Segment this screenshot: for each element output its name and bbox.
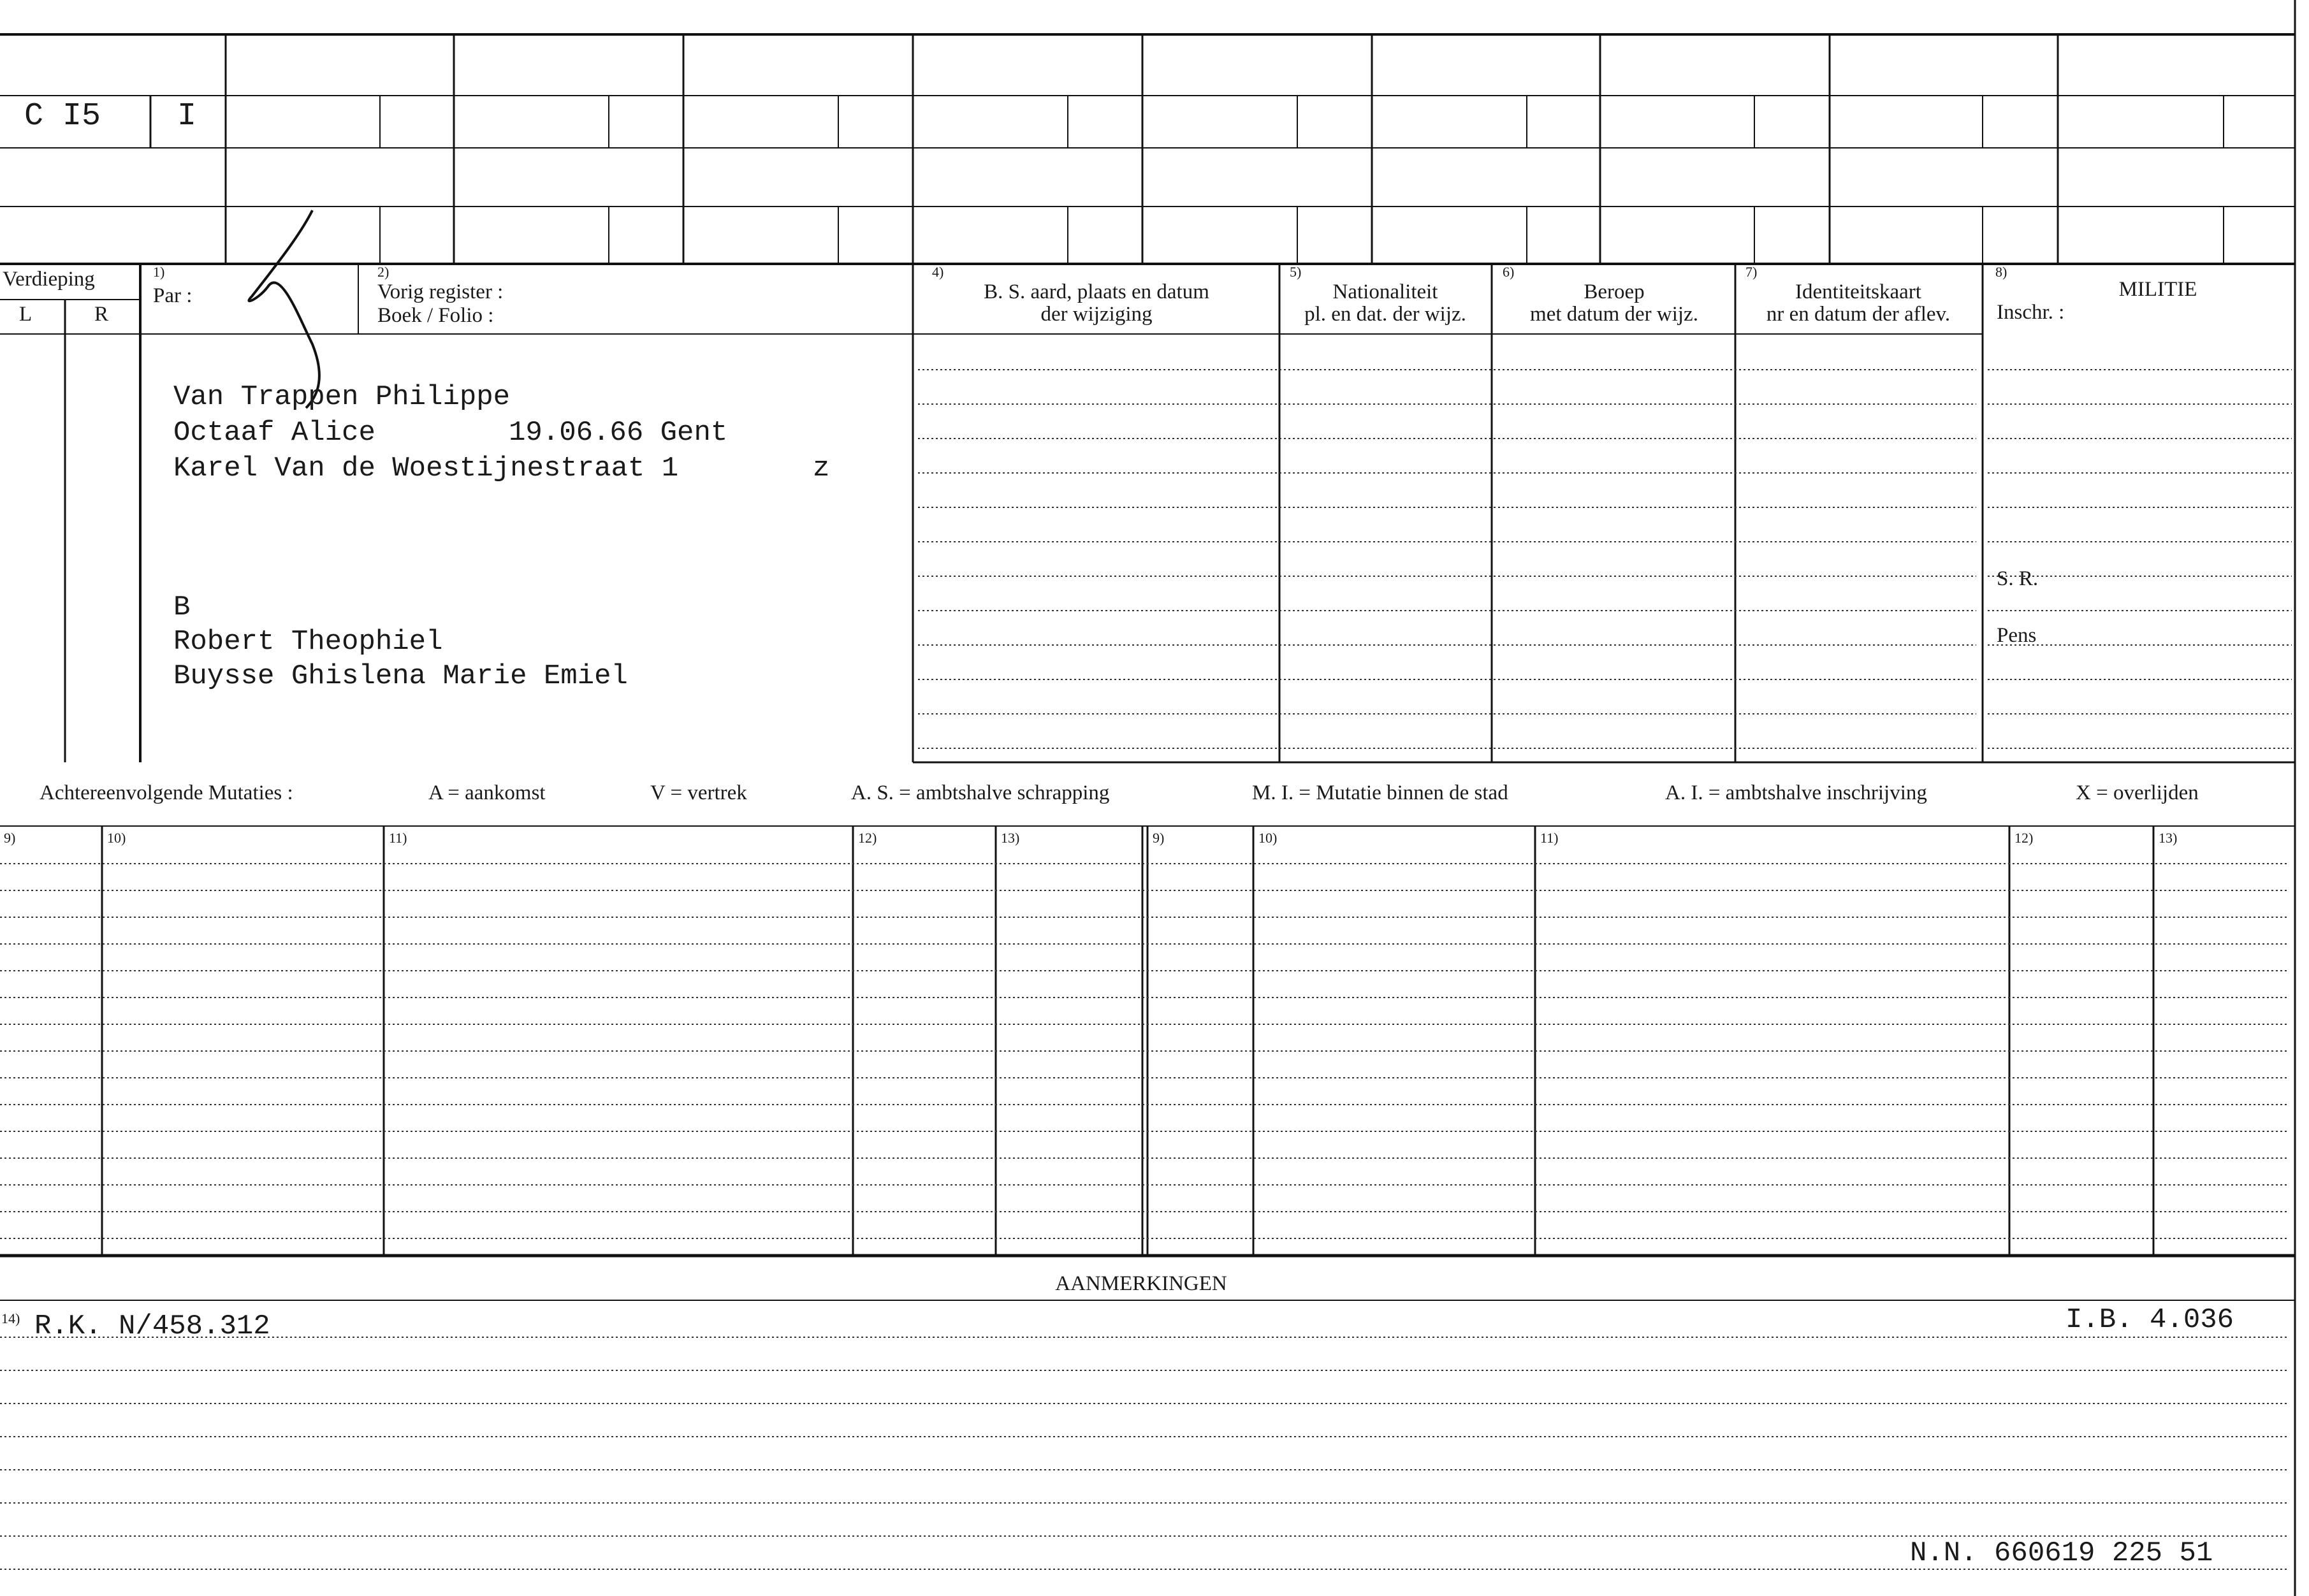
mutation-column-number: 13) (2159, 830, 2178, 846)
card-code: C I5 (24, 98, 101, 134)
col4-line1: B. S. aard, plaats en datum (984, 280, 1209, 303)
mutation-column-number: 9) (1153, 830, 1165, 846)
mutation-column-number: 12) (858, 830, 877, 846)
mutation-column-number: 11) (1540, 830, 1559, 846)
mutation-column-number: 10) (107, 830, 126, 846)
card-code-suffix: I (177, 98, 197, 134)
legend-mi: M. I. = Mutatie binnen de stad (1252, 781, 1508, 804)
mutation-column-number: 13) (1001, 830, 1020, 846)
militie-pens: Pens (1997, 624, 2037, 647)
person-birth: 19.06.66 Gent (509, 417, 728, 449)
person-address: Karel Van de Woestijnestraat 1 (173, 453, 679, 484)
person-name: Van Trappen Philippe (173, 381, 511, 413)
remarks-nn: N.N. 660619 225 51 (1910, 1537, 2213, 1569)
person-b: B (173, 591, 191, 623)
col7-line1: Identiteitskaart (1795, 280, 1921, 303)
legend-v: V = vertrek (650, 781, 747, 804)
handwritten-mark (249, 210, 319, 408)
legend-as: A. S. = ambtshalve schrapping (851, 781, 1110, 804)
remarks-title: AANMERKINGEN (1055, 1272, 1227, 1295)
militie-sr: S. R. (1997, 567, 2039, 590)
col2-line1: Vorig register : (377, 280, 504, 303)
mutation-column-number: 12) (2014, 830, 2034, 846)
legend-a: A = aankomst (428, 781, 546, 804)
person-father: Robert Theophiel (173, 626, 443, 658)
remarks-rk: R.K. N/458.312 (34, 1310, 270, 1342)
col1-label: Par : (153, 284, 193, 307)
militie-title: MILITIE (2118, 278, 2197, 301)
person-mother: Buysse Ghislena Marie Emiel (173, 660, 628, 692)
col5-line2: pl. en dat. der wijz. (1304, 303, 1466, 326)
col1-number: 1) (153, 264, 165, 280)
person-firstnames: Octaaf Alice (173, 417, 375, 449)
legend-ai: A. I. = ambtshalve inschrijving (1665, 781, 1927, 804)
col2-number: 2) (377, 264, 390, 280)
mutation-column-number: 9) (4, 830, 16, 846)
col4-number: 4) (932, 264, 944, 280)
col5-number: 5) (1290, 264, 1302, 280)
militie-inschr: Inschr. : (1997, 301, 2065, 324)
col5-line1: Nationaliteit (1332, 280, 1438, 303)
floor-left: L (19, 303, 33, 326)
col8-number: 8) (1995, 264, 2007, 280)
col6-number: 6) (1503, 264, 1515, 280)
mutation-column-number: 11) (389, 830, 407, 846)
col7-number: 7) (1745, 264, 1758, 280)
col4-line2: der wijziging (1040, 303, 1153, 326)
col6-line1: Beroep (1584, 280, 1645, 303)
col6-line2: met datum der wijz. (1530, 303, 1698, 326)
floor-right: R (94, 303, 109, 326)
person-mark: z (813, 453, 830, 484)
legend-x: X = overlijden (2076, 781, 2199, 804)
mutation-column-numbers (4, 830, 2177, 846)
dotted-lines (0, 370, 2292, 1569)
remarks-number: 14) (1, 1310, 20, 1326)
col7-line2: nr en datum der aflev. (1766, 303, 1951, 326)
mutation-column-number: 10) (1258, 830, 1278, 846)
remarks-ib: I.B. 4.036 (2065, 1304, 2234, 1336)
legend-title: Achtereenvolgende Mutaties : (40, 781, 293, 804)
col2-line2: Boek / Folio : (377, 304, 494, 327)
floor-title: Verdieping (3, 268, 95, 291)
